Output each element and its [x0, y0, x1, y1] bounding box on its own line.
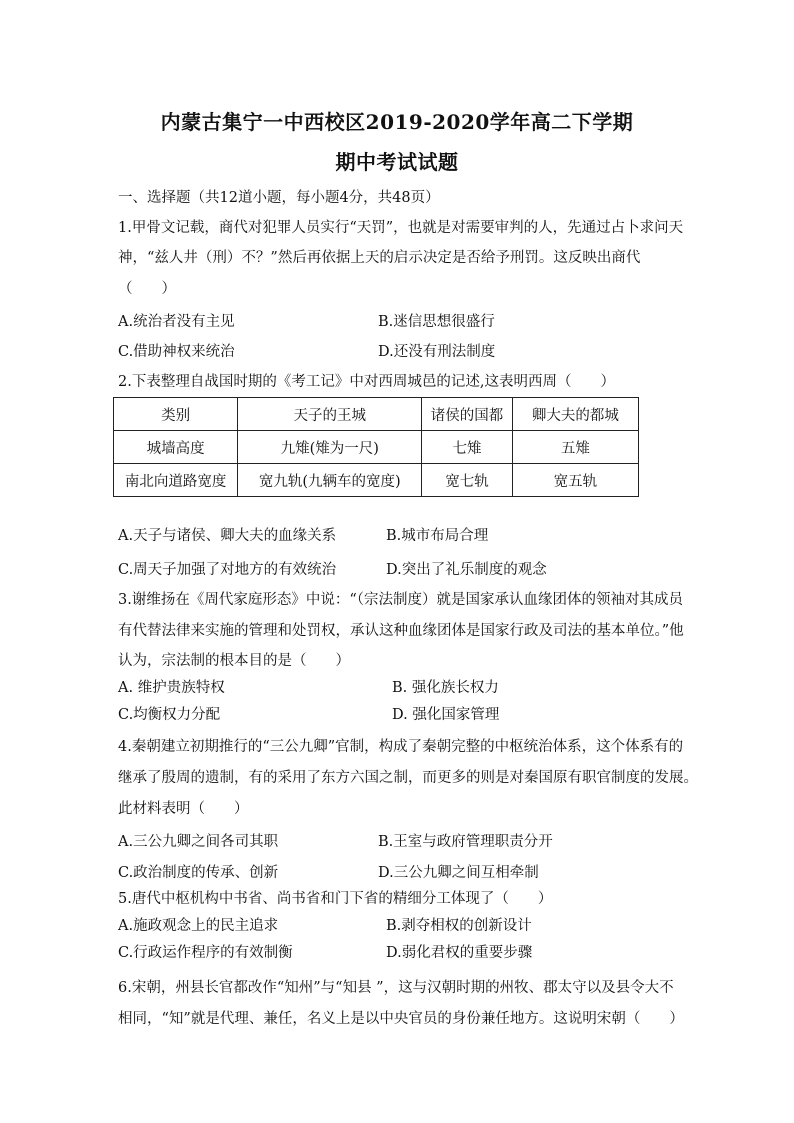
table-cell: 七雉: [422, 431, 513, 464]
question-3-stem-line-3: 认为，宗法制的根本目的是（ ）: [118, 653, 350, 669]
table-cell: 南北向道路宽度: [114, 464, 238, 497]
question-4-option-b: B.王室与政府管理职责分开: [378, 834, 553, 850]
table-cell: 宽九轨(九辆车的宽度): [238, 464, 422, 497]
table-cell: 城墙高度: [114, 431, 238, 464]
question-6-stem-line-2: 相同，“知”就是代理、兼任，名义上是以中央官员的身份兼任地方。这说明宋朝（ ）: [118, 1011, 684, 1027]
question-3-stem-line-1: 3.谢维扬在《周代家庭形态》中说：“（宗法制度）就是国家承认血缘团体的领袖对其成员: [118, 592, 683, 608]
question-1-option-d: D.还没有刑法制度: [378, 344, 496, 360]
table-cell: 宽七轨: [422, 464, 513, 497]
question-4-option-a: A.三公九卿之间各司其职: [118, 834, 279, 850]
question-5-option-a: A.施政观念上的民主追求: [118, 918, 279, 934]
table-header-cell: 类别: [114, 398, 238, 431]
question-1-stem-line-2: 神，“兹人井（刑）不？”然后再依据上天的启示决定是否给予刑罚。这反映出商代: [118, 250, 641, 266]
question-1-stem-line-3: （ ）: [118, 281, 176, 297]
question-2-stem: 2.下表整理自战国时期的《考工记》中对西周城邑的记述,这表明西周（ ）: [118, 374, 615, 390]
question-4-option-c: C.政治制度的传承、创新: [118, 865, 279, 881]
question-1-option-a: A.统治者没有主见: [118, 314, 235, 330]
table-cell: 宽五轨: [512, 464, 638, 497]
question-5-option-c: C.行政运作程序的有效制衡: [118, 945, 293, 961]
question-3-option-a: A. 维护贵族特权: [118, 680, 225, 696]
table-cell: 九雉(雉为一尺): [238, 431, 422, 464]
table-row: [114, 464, 639, 497]
table-header-cell: 天子的王城: [238, 398, 422, 431]
table-header-cell: 卿大夫的都城: [512, 398, 638, 431]
question-1-stem-line-1: 1.甲骨文记载，商代对犯罪人员实行“天罚”，也就是对需要审判的人，先通过占卜求问天: [118, 220, 684, 236]
table-header-row: [114, 398, 639, 431]
exam-subtitle: 期中考试试题: [335, 150, 459, 174]
table-header-cell: 诸侯的国都: [422, 398, 513, 431]
question-3-stem-line-2: 有代替法律来实施的管理和处罚权，承认这种血缘团体是国家行政及司法的基本单位。”他: [118, 623, 684, 639]
question-4-stem-line-1: 4.秦朝建立初期推行的“三公九卿”官制，构成了秦朝完整的中枢统治体系，这个体系有的: [118, 739, 684, 755]
question-5-option-d: D.弱化君权的重要步骤: [386, 945, 533, 961]
question-1-option-b: B.迷信思想很盛行: [378, 314, 495, 330]
question-2-option-c: C.周天子加强了对地方的有效统治: [118, 562, 337, 578]
question-3-option-d: D. 强化国家管理: [392, 707, 500, 723]
question-4-option-d: D.三公九卿之间互相牵制: [378, 865, 539, 881]
question-3-option-c: C.均衡权力分配: [118, 707, 221, 723]
question-3-option-b: B. 强化族长权力: [392, 680, 499, 696]
question-5-stem: 5.唐代中枢机构中书省、尚书省和门下省的精细分工体现了（ ）: [118, 891, 553, 907]
question-2-option-a: A.天子与诸侯、卿大夫的血缘关系: [118, 528, 337, 544]
exam-title: 内蒙古集宁一中西校区2019-2020学年高二下学期: [160, 110, 634, 134]
section-heading: 一、选择题（共12道小题，每小题4分，共48页）: [118, 190, 440, 206]
question-6-stem-line-1: 6.宋朝，州县长官都改作“知州”与“知县 ”，这与汉朝时期的州牧、郡太守以及县令大不: [118, 980, 674, 996]
question-5-option-b: B.剥夺相权的创新设计: [386, 918, 532, 934]
question-2-option-b: B.城市布局合理: [386, 528, 489, 544]
question-2-option-d: D.突出了礼乐制度的观念: [386, 562, 547, 578]
question-4-stem-line-2: 继承了殷周的遗制，有的采用了东方六国之制，而更多的则是对秦国原有职官制度的发展。: [118, 770, 698, 786]
city-table: [113, 397, 639, 497]
table-cell: 五雉: [512, 431, 638, 464]
question-4-stem-line-3: 此材料表明（ ）: [118, 801, 249, 817]
question-1-option-c: C.借助神权来统治: [118, 344, 235, 360]
table-row: [114, 431, 639, 464]
